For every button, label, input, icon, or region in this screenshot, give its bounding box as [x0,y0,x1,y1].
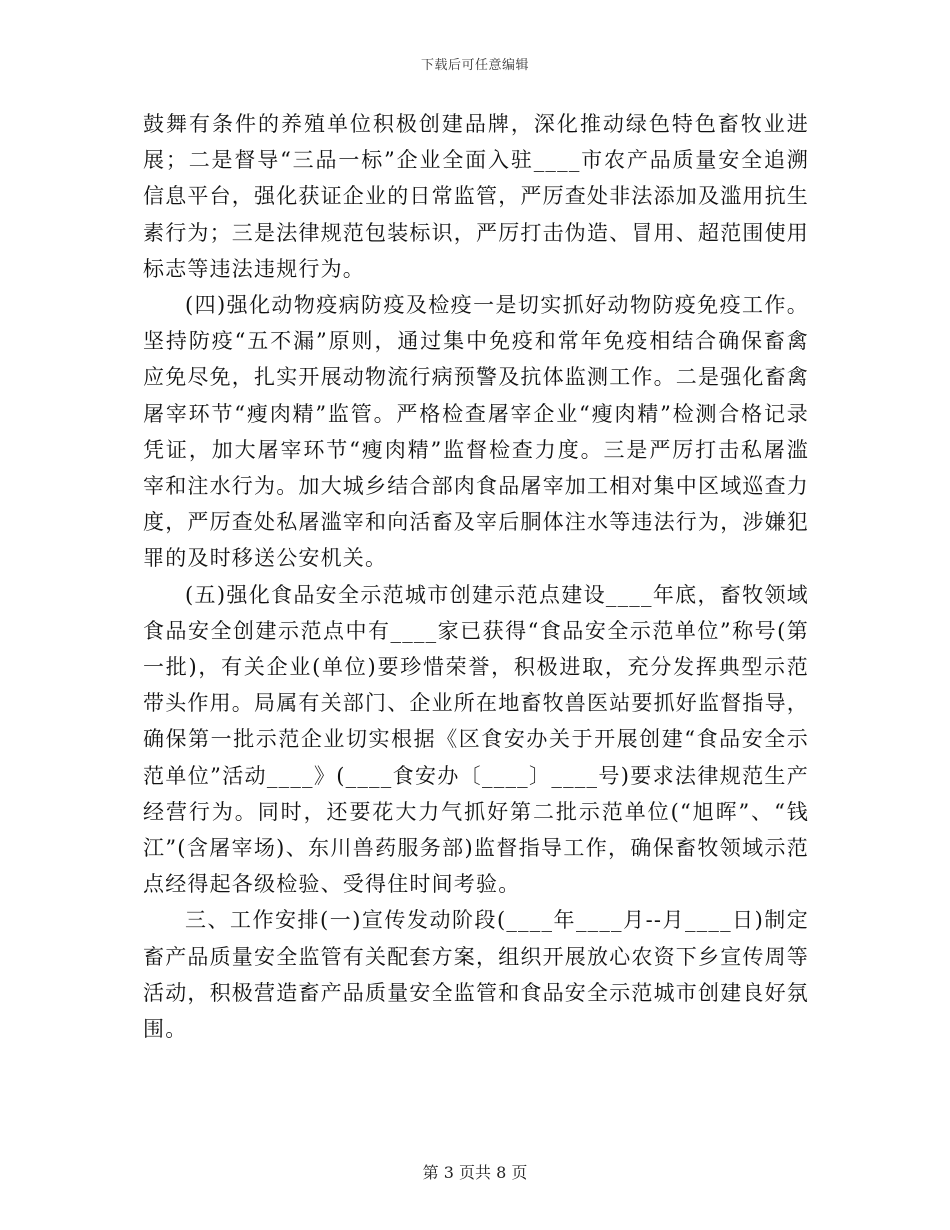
paragraph-4: 三、工作安排(一)宣传发动阶段(____年____月--月____日)制定畜产品质量安全监管有关配套方案，组织开展放心农资下乡宣传周等活动，积极营造畜产品质量安全监管和食品安全示范城市创建良好氛围。 [143,908,809,1042]
paragraph-3: (五)强化食品安全示范城市创建示范点建设____年底，畜牧领域食品安全创建示范点中有____家已获得“食品安全示范单位”称号(第一批)，有关企业(单位)要珍惜荣誉，积极进取，充分发挥典型示范带头作用。局属有关部门、企业所在地畜牧兽医站要抓好监督指导，确保第一批示范企业切实根据《区食安办关于开展创建“食品安全示范单位”活动____》(____食安办〔____〕____号)要求法律规范生产经营行为。同时，还要花大力气抓好第二批示范单位(“旭晖”、“钱江”(含屠宰场)、东川兽药服务部)监督指导工作，确保畜牧领域示范点经得起各级检验、受得住时间考验。 [143,582,809,897]
page-footer: 第 3 页共 8 页 [422,1163,528,1182]
paragraph-1: 鼓舞有条件的养殖单位积极创建品牌，深化推动绿色特色畜牧业进展；二是督导“三品一标”企业全面入驻____市农产品质量安全追溯信息平台，强化获证企业的日常监管，严厉查处非法添加及滥用抗生素行为；三是法律规范包装标识，严厉打击伪造、冒用、超范围使用标志等违法违规行为。 [143,112,809,281]
document-body [143,106,809,1047]
paragraph-2: (四)强化动物疫病防疫及检疫一是切实抓好动物防疫免疫工作。坚持防疫“五不漏”原则，通过集中免疫和常年免疫相结合确保畜禽应免尽免，扎实开展动物流行病预警及抗体监测工作。二是强化畜禽屠宰环节“瘦肉精”监管。严格检查屠宰企业“瘦肉精”检测合格记录凭证，加大屠宰环节“瘦肉精”监督检查力度。三是严厉打击私屠滥宰和注水行为。加大城乡结合部肉食品屠宰加工相对集中区域巡查力度，严厉查处私屠滥宰和向活畜及宰后胴体注水等违法行为，涉嫌犯罪的及时移送公安机关。 [143,293,809,571]
page-header: 下载后可任意编辑 [420,58,529,73]
